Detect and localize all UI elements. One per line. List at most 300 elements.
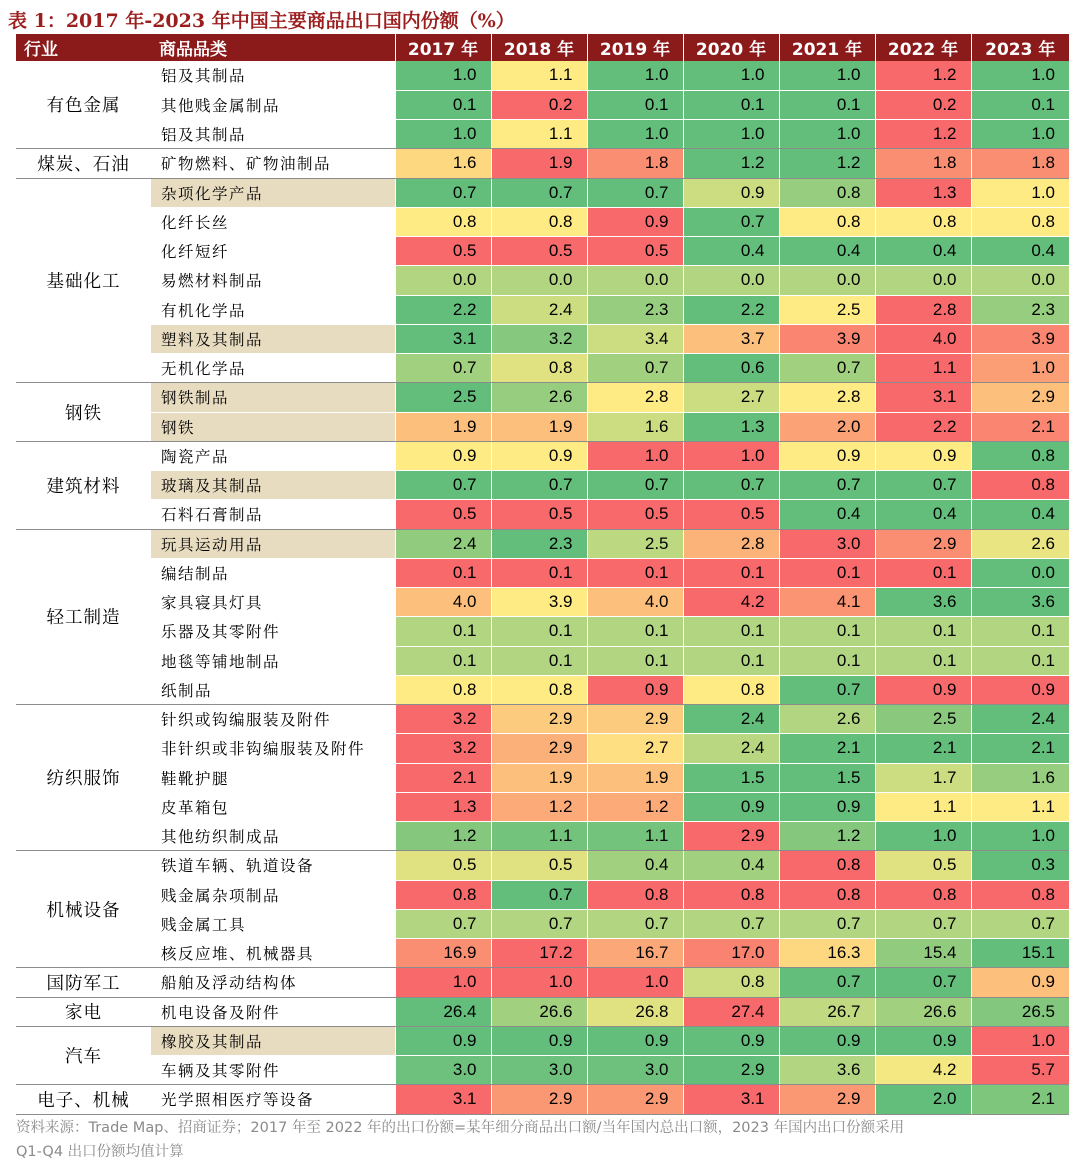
- value-cell: 1.6: [395, 149, 491, 178]
- value-cell: 2.1: [971, 1085, 1069, 1114]
- table-row: [16, 617, 1069, 646]
- value-cell: 3.0: [491, 1056, 587, 1085]
- value-cell: 1.1: [971, 792, 1069, 821]
- value-cell: 1.0: [875, 822, 971, 851]
- value-cell: 1.0: [779, 120, 875, 149]
- value-cell: 0.8: [491, 354, 587, 383]
- value-cell: 1.0: [971, 120, 1069, 149]
- value-cell: 2.8: [875, 295, 971, 324]
- value-cell: 0.1: [683, 558, 779, 587]
- value-cell: 0.7: [683, 909, 779, 938]
- table-row: [16, 149, 1069, 178]
- value-cell: 1.8: [587, 149, 683, 178]
- value-cell: 0.7: [491, 880, 587, 909]
- product-cell: 橡胶及其制品: [151, 1026, 395, 1055]
- value-cell: 0.1: [491, 646, 587, 675]
- header-year: 2018 年: [491, 34, 587, 61]
- source-note-line: Q1-Q4 出口份额均值计算: [16, 1144, 184, 1160]
- header-industry: 行业: [16, 34, 151, 61]
- value-cell: 1.0: [971, 61, 1069, 90]
- value-cell: 2.1: [779, 734, 875, 763]
- table-row: [16, 705, 1069, 734]
- value-cell: 0.4: [971, 237, 1069, 266]
- value-cell: 0.7: [875, 471, 971, 500]
- value-cell: 0.8: [683, 675, 779, 704]
- industry-cell: 煤炭、石油: [16, 149, 151, 178]
- value-cell: 0.8: [779, 880, 875, 909]
- value-cell: 0.0: [587, 266, 683, 295]
- value-cell: 1.1: [491, 61, 587, 90]
- value-cell: 2.9: [779, 1085, 875, 1114]
- product-cell: 化纤短纤: [151, 237, 395, 266]
- value-cell: 2.4: [683, 734, 779, 763]
- product-cell: 乐器及其零附件: [151, 617, 395, 646]
- table-row: [16, 237, 1069, 266]
- value-cell: 0.9: [491, 1026, 587, 1055]
- product-cell: 陶瓷产品: [151, 441, 395, 470]
- value-cell: 0.1: [971, 90, 1069, 119]
- value-cell: 0.9: [875, 675, 971, 704]
- value-cell: 0.8: [395, 880, 491, 909]
- value-cell: 0.1: [491, 558, 587, 587]
- value-cell: 1.2: [875, 61, 971, 90]
- value-cell: 0.9: [395, 441, 491, 470]
- value-cell: 3.7: [683, 324, 779, 353]
- table-row: [16, 529, 1069, 558]
- value-cell: 2.1: [971, 412, 1069, 441]
- value-cell: 2.6: [779, 705, 875, 734]
- value-cell: 0.7: [683, 471, 779, 500]
- value-cell: 0.7: [491, 471, 587, 500]
- value-cell: 3.2: [491, 324, 587, 353]
- table-row: [16, 500, 1069, 529]
- value-cell: 1.0: [395, 61, 491, 90]
- value-cell: 2.8: [587, 383, 683, 412]
- value-cell: 2.6: [491, 383, 587, 412]
- value-cell: 1.9: [491, 763, 587, 792]
- value-cell: 0.5: [395, 500, 491, 529]
- value-cell: 2.7: [683, 383, 779, 412]
- table-row: [16, 412, 1069, 441]
- value-cell: 2.5: [779, 295, 875, 324]
- value-cell: 5.7: [971, 1056, 1069, 1085]
- value-cell: 0.2: [491, 90, 587, 119]
- value-cell: 0.1: [395, 646, 491, 675]
- value-cell: 3.2: [395, 705, 491, 734]
- value-cell: 1.1: [875, 354, 971, 383]
- value-cell: 0.4: [875, 500, 971, 529]
- value-cell: 3.6: [875, 588, 971, 617]
- value-cell: 0.7: [587, 471, 683, 500]
- table-title: 表 1：2017 年-2023 年中国主要商品出口国内份额（%）: [8, 10, 515, 32]
- value-cell: 2.1: [875, 734, 971, 763]
- value-cell: 1.1: [491, 822, 587, 851]
- industry-cell: 电子、机械: [16, 1085, 151, 1114]
- value-cell: 1.0: [395, 120, 491, 149]
- value-cell: 0.7: [395, 178, 491, 207]
- table-row: [16, 646, 1069, 675]
- value-cell: 1.3: [683, 412, 779, 441]
- value-cell: 0.1: [875, 558, 971, 587]
- value-cell: 1.8: [971, 149, 1069, 178]
- product-cell: 杂项化学产品: [151, 178, 395, 207]
- table-row: [16, 851, 1069, 880]
- header-year: 2019 年: [587, 34, 683, 61]
- value-cell: 0.1: [683, 90, 779, 119]
- value-cell: 2.9: [491, 1085, 587, 1114]
- product-cell: 铝及其制品: [151, 61, 395, 90]
- value-cell: 2.9: [683, 1056, 779, 1085]
- value-cell: 2.9: [587, 1085, 683, 1114]
- table-row: [16, 763, 1069, 792]
- value-cell: 0.7: [875, 909, 971, 938]
- value-cell: 0.1: [875, 617, 971, 646]
- product-cell: 钢铁: [151, 412, 395, 441]
- value-cell: 26.6: [875, 997, 971, 1026]
- value-cell: 27.4: [683, 997, 779, 1026]
- industry-cell: 轻工制造: [16, 529, 151, 705]
- product-cell: 化纤长丝: [151, 207, 395, 236]
- product-cell: 贱金属杂项制品: [151, 880, 395, 909]
- value-cell: 0.5: [491, 851, 587, 880]
- value-cell: 0.9: [683, 178, 779, 207]
- table-row: [16, 734, 1069, 763]
- value-cell: 2.7: [587, 734, 683, 763]
- value-cell: 4.0: [587, 588, 683, 617]
- value-cell: 0.3: [971, 851, 1069, 880]
- value-cell: 0.1: [779, 617, 875, 646]
- value-cell: 0.8: [875, 207, 971, 236]
- value-cell: 3.2: [395, 734, 491, 763]
- product-cell: 其他贱金属制品: [151, 90, 395, 119]
- industry-cell: 国防军工: [16, 968, 151, 997]
- value-cell: 0.9: [971, 968, 1069, 997]
- value-cell: 0.7: [779, 968, 875, 997]
- header-product: 商品品类: [151, 34, 395, 61]
- value-cell: 0.9: [779, 792, 875, 821]
- value-cell: 0.9: [779, 1026, 875, 1055]
- value-cell: 26.5: [971, 997, 1069, 1026]
- value-cell: 1.0: [587, 441, 683, 470]
- value-cell: 3.4: [587, 324, 683, 353]
- value-cell: 0.4: [683, 851, 779, 880]
- value-cell: 2.2: [395, 295, 491, 324]
- table-row: [16, 1026, 1069, 1055]
- value-cell: 2.9: [587, 705, 683, 734]
- value-cell: 1.2: [779, 822, 875, 851]
- value-cell: 0.4: [779, 237, 875, 266]
- value-cell: 2.2: [875, 412, 971, 441]
- value-cell: 17.0: [683, 939, 779, 968]
- value-cell: 0.1: [587, 90, 683, 119]
- value-cell: 0.1: [395, 617, 491, 646]
- value-cell: 2.8: [779, 383, 875, 412]
- value-cell: 3.0: [587, 1056, 683, 1085]
- source-note: [16, 1116, 1072, 1164]
- value-cell: 2.1: [395, 763, 491, 792]
- value-cell: 0.5: [491, 500, 587, 529]
- product-cell: 铝及其制品: [151, 120, 395, 149]
- product-cell: 玻璃及其制品: [151, 471, 395, 500]
- value-cell: 1.8: [875, 149, 971, 178]
- table-row: [16, 880, 1069, 909]
- value-cell: 0.7: [395, 354, 491, 383]
- value-cell: 1.2: [779, 149, 875, 178]
- value-cell: 26.4: [395, 997, 491, 1026]
- value-cell: 0.8: [587, 880, 683, 909]
- value-cell: 0.7: [779, 354, 875, 383]
- header-year: 2020 年: [683, 34, 779, 61]
- table-row: [16, 120, 1069, 149]
- product-cell: 皮革箱包: [151, 792, 395, 821]
- value-cell: 1.0: [971, 1026, 1069, 1055]
- value-cell: 1.5: [779, 763, 875, 792]
- product-cell: 无机化学品: [151, 354, 395, 383]
- value-cell: 1.5: [683, 763, 779, 792]
- value-cell: 0.1: [779, 558, 875, 587]
- value-cell: 0.8: [683, 968, 779, 997]
- value-cell: 0.7: [491, 909, 587, 938]
- value-cell: 1.0: [683, 441, 779, 470]
- value-cell: 4.2: [875, 1056, 971, 1085]
- value-cell: 1.0: [491, 968, 587, 997]
- table-row: [16, 822, 1069, 851]
- table-row: [16, 354, 1069, 383]
- value-cell: 3.6: [971, 588, 1069, 617]
- value-cell: 4.1: [779, 588, 875, 617]
- table-row: [16, 471, 1069, 500]
- value-cell: 0.0: [683, 266, 779, 295]
- value-cell: 3.0: [779, 529, 875, 558]
- table-row: [16, 61, 1069, 90]
- source-note-line: 资料来源：Trade Map、招商证券；2017 年至 2022 年的出口份额=某年细分商品出口额/当年国内总出口额，2023 年国内出口份额采用: [16, 1120, 905, 1136]
- value-cell: 1.2: [875, 120, 971, 149]
- value-cell: 1.1: [875, 792, 971, 821]
- product-cell: 塑料及其制品: [151, 324, 395, 353]
- header-year: 2017 年: [395, 34, 491, 61]
- value-cell: 0.5: [683, 500, 779, 529]
- value-cell: 2.4: [491, 295, 587, 324]
- value-cell: 0.1: [971, 617, 1069, 646]
- value-cell: 0.1: [683, 617, 779, 646]
- value-cell: 2.5: [875, 705, 971, 734]
- table-row: [16, 207, 1069, 236]
- table-row: [16, 324, 1069, 353]
- value-cell: 3.6: [779, 1056, 875, 1085]
- value-cell: 1.0: [587, 120, 683, 149]
- value-cell: 0.9: [875, 441, 971, 470]
- value-cell: 1.1: [587, 822, 683, 851]
- table-row: [16, 939, 1069, 968]
- value-cell: 0.9: [587, 207, 683, 236]
- header-year: 2023 年: [971, 34, 1069, 61]
- table-row: [16, 295, 1069, 324]
- product-cell: 钢铁制品: [151, 383, 395, 412]
- value-cell: 1.0: [971, 822, 1069, 851]
- value-cell: 3.9: [779, 324, 875, 353]
- table-row: [16, 997, 1069, 1026]
- value-cell: 4.2: [683, 588, 779, 617]
- value-cell: 2.4: [395, 529, 491, 558]
- value-cell: 0.8: [875, 880, 971, 909]
- value-cell: 0.8: [491, 207, 587, 236]
- value-cell: 0.0: [971, 558, 1069, 587]
- value-cell: 0.7: [971, 909, 1069, 938]
- value-cell: 0.8: [395, 207, 491, 236]
- table-row: [16, 558, 1069, 587]
- value-cell: 2.1: [971, 734, 1069, 763]
- value-cell: 1.9: [491, 412, 587, 441]
- value-cell: 0.7: [587, 909, 683, 938]
- header-year: 2021 年: [779, 34, 875, 61]
- product-cell: 易燃材料制品: [151, 266, 395, 295]
- industry-cell: 有色金属: [16, 61, 151, 149]
- value-cell: 0.5: [491, 237, 587, 266]
- value-cell: 26.7: [779, 997, 875, 1026]
- table-row: [16, 968, 1069, 997]
- value-cell: 17.2: [491, 939, 587, 968]
- product-cell: 机电设备及附件: [151, 997, 395, 1026]
- value-cell: 0.1: [395, 558, 491, 587]
- product-cell: 光学照相医疗等设备: [151, 1085, 395, 1114]
- value-cell: 3.1: [395, 324, 491, 353]
- value-cell: 16.3: [779, 939, 875, 968]
- value-cell: 0.7: [875, 968, 971, 997]
- product-cell: 鞋靴护腿: [151, 763, 395, 792]
- value-cell: 2.9: [491, 734, 587, 763]
- product-cell: 有机化学品: [151, 295, 395, 324]
- product-cell: 针织或钩编服装及附件: [151, 705, 395, 734]
- value-cell: 2.9: [683, 822, 779, 851]
- value-cell: 0.1: [491, 617, 587, 646]
- value-cell: 0.8: [491, 675, 587, 704]
- value-cell: 1.1: [491, 120, 587, 149]
- product-cell: 玩具运动用品: [151, 529, 395, 558]
- value-cell: 0.9: [587, 1026, 683, 1055]
- value-cell: 15.1: [971, 939, 1069, 968]
- industry-cell: 机械设备: [16, 851, 151, 968]
- value-cell: 0.1: [587, 646, 683, 675]
- value-cell: 0.0: [971, 266, 1069, 295]
- value-cell: 2.5: [587, 529, 683, 558]
- value-cell: 0.7: [587, 178, 683, 207]
- value-cell: 1.2: [683, 149, 779, 178]
- value-cell: 3.0: [395, 1056, 491, 1085]
- value-cell: 0.4: [875, 237, 971, 266]
- value-cell: 15.4: [875, 939, 971, 968]
- value-cell: 0.1: [587, 617, 683, 646]
- value-cell: 0.1: [587, 558, 683, 587]
- value-cell: 1.9: [491, 149, 587, 178]
- product-cell: 贱金属工具: [151, 909, 395, 938]
- product-cell: 纸制品: [151, 675, 395, 704]
- value-cell: 0.8: [779, 207, 875, 236]
- value-cell: 3.1: [875, 383, 971, 412]
- value-cell: 0.4: [683, 237, 779, 266]
- value-cell: 0.7: [395, 909, 491, 938]
- value-cell: 2.4: [683, 705, 779, 734]
- value-cell: 2.3: [587, 295, 683, 324]
- product-cell: 船舶及浮动结构体: [151, 968, 395, 997]
- value-cell: 26.6: [491, 997, 587, 1026]
- value-cell: 0.5: [587, 500, 683, 529]
- value-cell: 2.9: [971, 383, 1069, 412]
- product-cell: 石料石膏制品: [151, 500, 395, 529]
- value-cell: 4.0: [875, 324, 971, 353]
- table-row: [16, 90, 1069, 119]
- table-row: [16, 441, 1069, 470]
- value-cell: 0.5: [875, 851, 971, 880]
- value-cell: 0.1: [971, 646, 1069, 675]
- value-cell: 1.3: [395, 792, 491, 821]
- value-cell: 2.0: [875, 1085, 971, 1114]
- value-cell: 0.4: [971, 500, 1069, 529]
- product-cell: 矿物燃料、矿物油制品: [151, 149, 395, 178]
- value-cell: 0.9: [491, 441, 587, 470]
- value-cell: 0.7: [779, 909, 875, 938]
- value-cell: 0.8: [779, 178, 875, 207]
- value-cell: 0.9: [587, 675, 683, 704]
- table-row: [16, 178, 1069, 207]
- value-cell: 1.0: [587, 968, 683, 997]
- value-cell: 0.7: [491, 178, 587, 207]
- value-cell: 0.8: [683, 880, 779, 909]
- value-cell: 1.6: [971, 763, 1069, 792]
- value-cell: 2.4: [971, 705, 1069, 734]
- value-cell: 0.0: [395, 266, 491, 295]
- product-cell: 车辆及其零附件: [151, 1056, 395, 1085]
- value-cell: 2.6: [971, 529, 1069, 558]
- value-cell: 2.9: [875, 529, 971, 558]
- value-cell: 0.7: [779, 675, 875, 704]
- value-cell: 0.8: [971, 441, 1069, 470]
- value-cell: 0.8: [779, 851, 875, 880]
- industry-cell: 汽车: [16, 1026, 151, 1085]
- value-cell: 0.5: [395, 851, 491, 880]
- industry-cell: 建筑材料: [16, 441, 151, 529]
- value-cell: 1.3: [875, 178, 971, 207]
- table-row: [16, 588, 1069, 617]
- value-cell: 3.9: [491, 588, 587, 617]
- value-cell: 1.0: [971, 354, 1069, 383]
- value-cell: 1.0: [971, 178, 1069, 207]
- table-row: [16, 1056, 1069, 1085]
- value-cell: 0.1: [395, 90, 491, 119]
- value-cell: 0.5: [395, 237, 491, 266]
- value-cell: 0.1: [875, 646, 971, 675]
- header-row: [16, 34, 1069, 61]
- value-cell: 0.9: [683, 1026, 779, 1055]
- value-cell: 0.0: [875, 266, 971, 295]
- value-cell: 1.2: [491, 792, 587, 821]
- value-cell: 0.6: [683, 354, 779, 383]
- header-year: 2022 年: [875, 34, 971, 61]
- value-cell: 0.8: [971, 880, 1069, 909]
- value-cell: 0.9: [875, 1026, 971, 1055]
- value-cell: 16.7: [587, 939, 683, 968]
- value-cell: 0.8: [971, 471, 1069, 500]
- value-cell: 1.0: [779, 61, 875, 90]
- value-cell: 0.8: [971, 207, 1069, 236]
- table-row: [16, 1085, 1069, 1114]
- value-cell: 3.9: [971, 324, 1069, 353]
- value-cell: 2.8: [683, 529, 779, 558]
- product-cell: 地毯等铺地制品: [151, 646, 395, 675]
- value-cell: 0.1: [683, 646, 779, 675]
- value-cell: 1.0: [683, 120, 779, 149]
- value-cell: 0.4: [779, 500, 875, 529]
- table-row: [16, 792, 1069, 821]
